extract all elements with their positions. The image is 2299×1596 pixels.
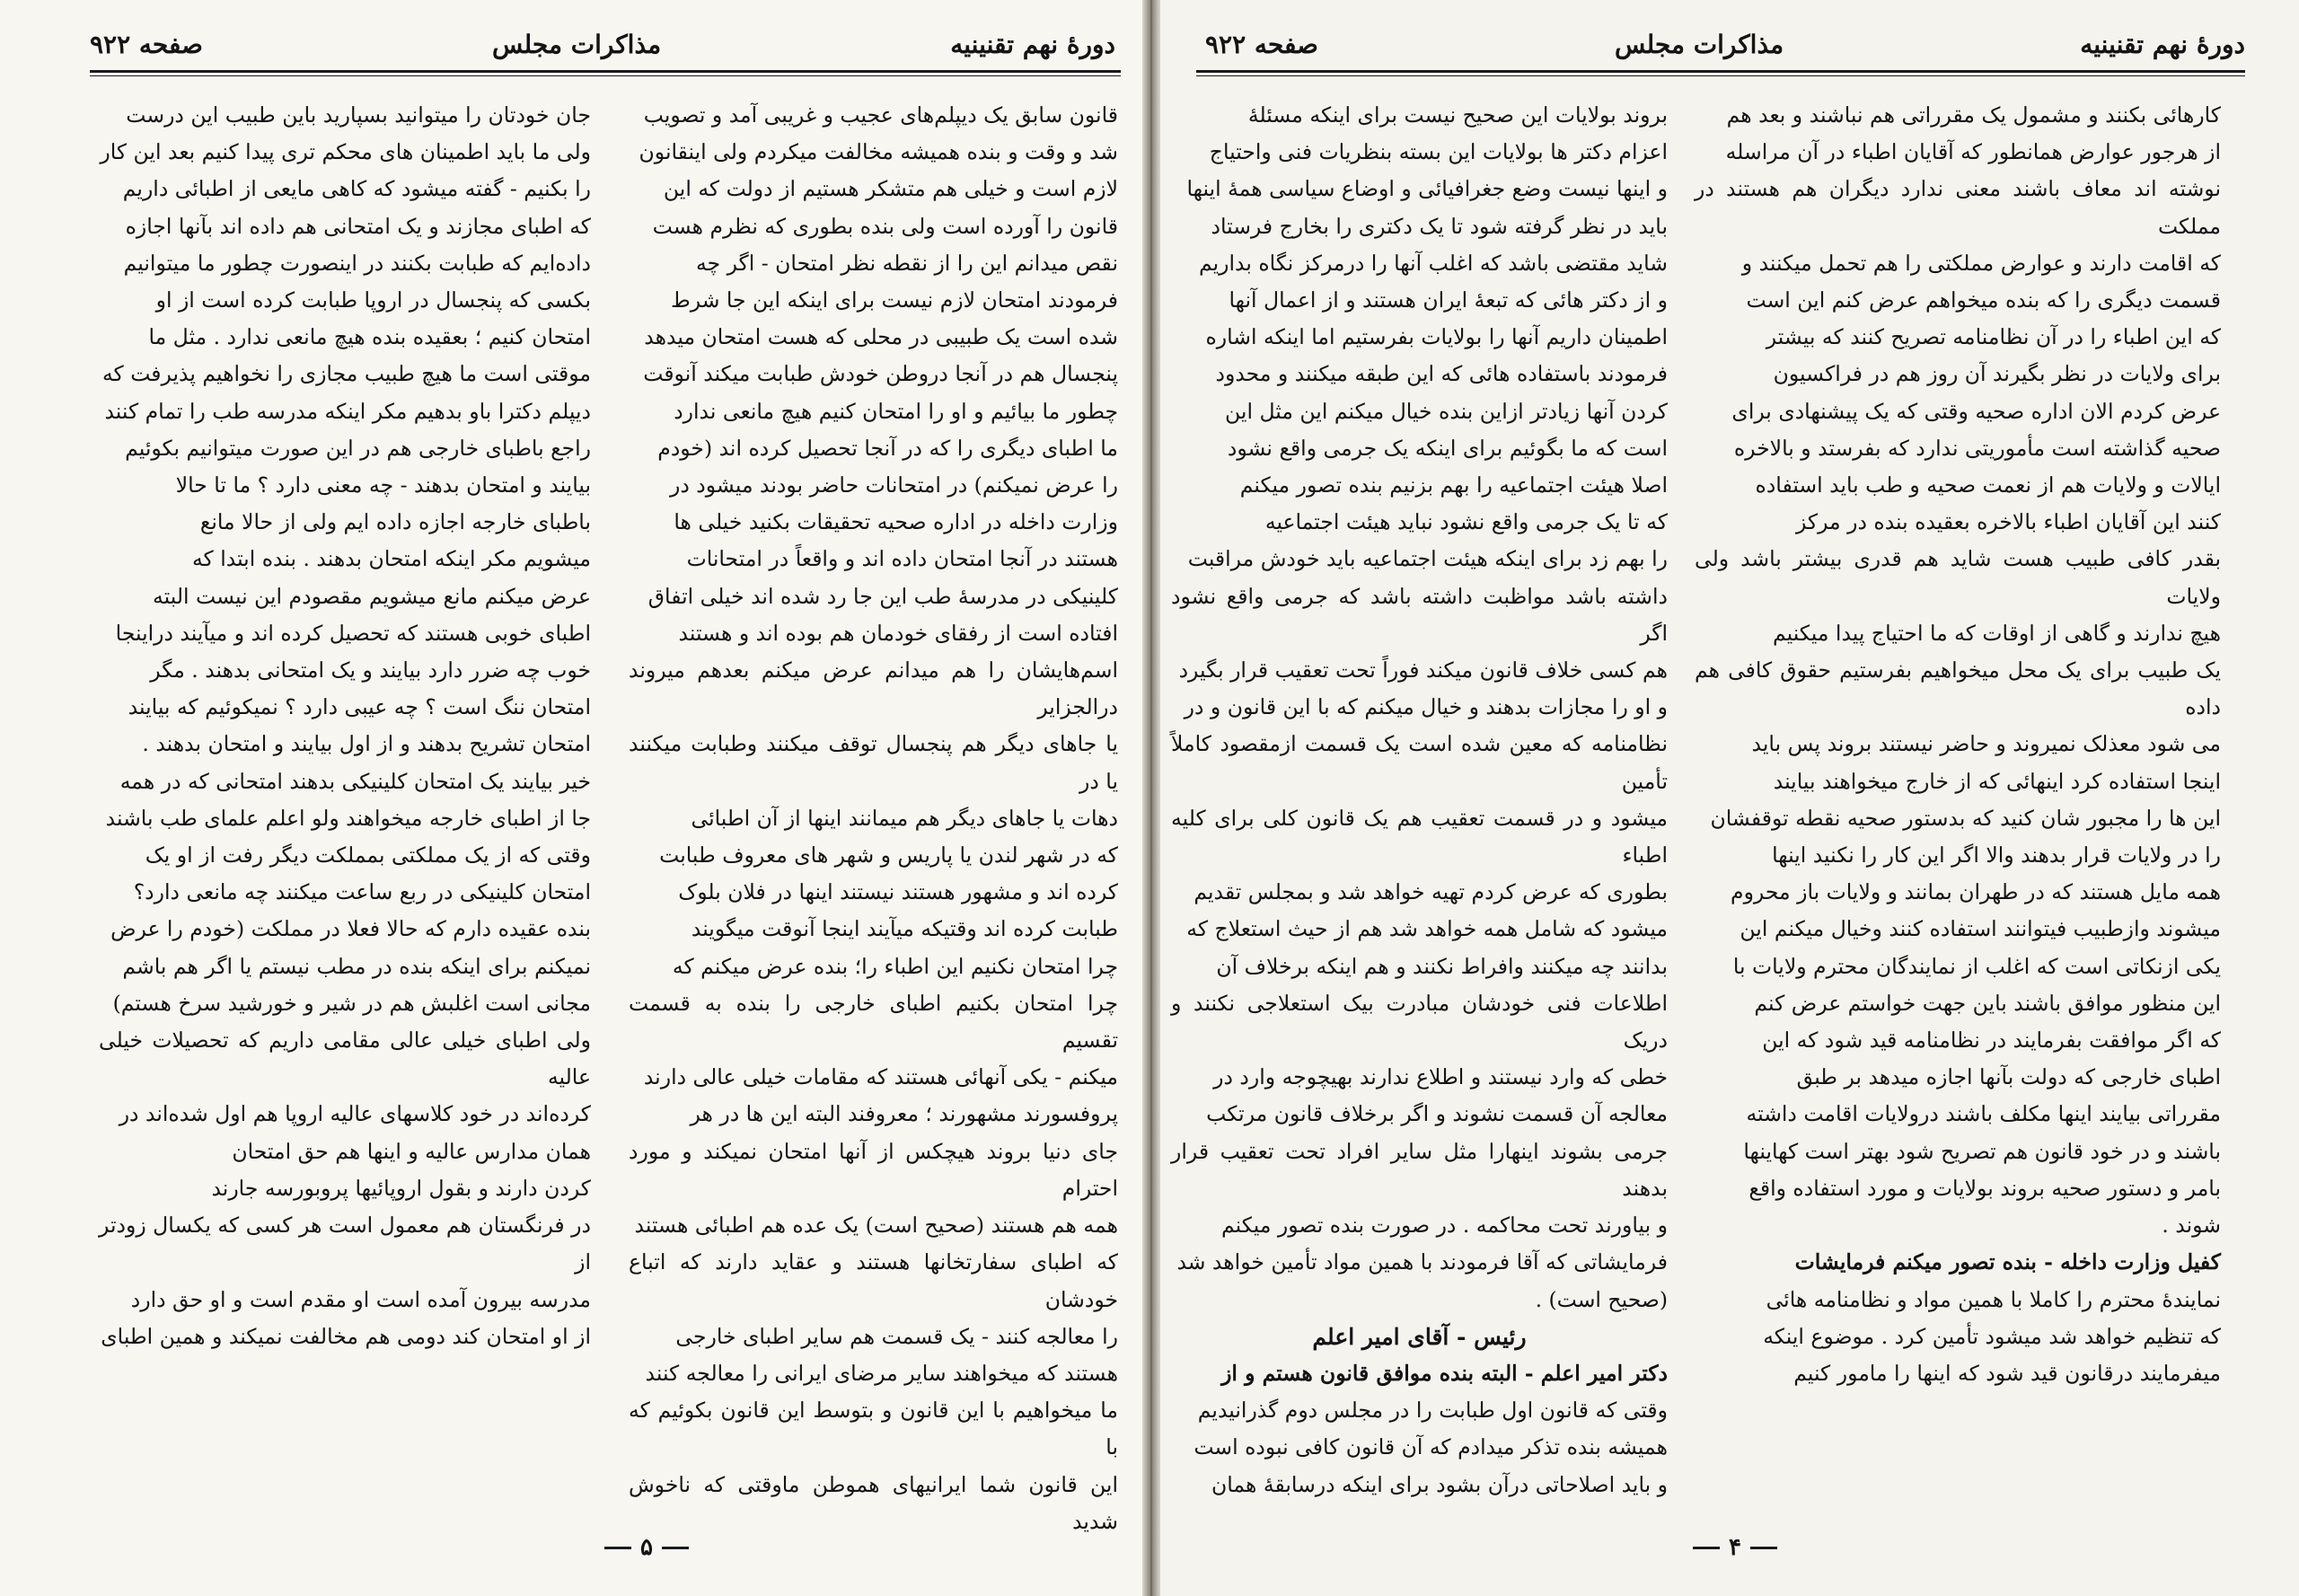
text-line: از هرجور عوارض همانطور که آقایان اطباء در آن مراسله bbox=[1725, 139, 2221, 165]
text-line: هستند که میخواهند سایر مرضای ایرانی را معالجه کنند bbox=[645, 1360, 1118, 1386]
text-line: می شود معذلک نمیروند و حاضر نیستند بروند پس باید bbox=[1751, 731, 2221, 757]
text-line: کردن دارند و بقول اروپائیها پروبورسه جارند bbox=[211, 1175, 591, 1201]
text-line: برای ولایات در نظر بگیرند آن روز هم در فراکسیون bbox=[1773, 361, 2221, 387]
page-footer-number: ۴ bbox=[1729, 1534, 1741, 1561]
publication-title: مذاکرات مجلس bbox=[1614, 29, 1784, 59]
page-gutter bbox=[1142, 0, 1160, 1596]
page-footer-number: ۵ bbox=[640, 1534, 653, 1561]
text-line: یا جاهای دیگر هم پنجسال توقف میکنند وطبابت میکنند یا در bbox=[629, 731, 1118, 794]
text-line: قانون سابق یک دیپلم‌های عجیب و غریبی آمد و تصویب bbox=[643, 102, 1118, 128]
text-line: میشوند وازطبیب فیتوانند استفاده کنند وخیال میکنم این bbox=[1740, 916, 2221, 942]
text-line: در فرنگستان هم معمول است هر کسی که یکسال زودتر از bbox=[99, 1212, 591, 1275]
text-line: کرده اند و مشهور هستند نیستند اینها در فلان بلوک bbox=[678, 879, 1118, 905]
text-line: امتحان کنیم ؛ بعقیده بنده هیچ مانعی ندارد . مثل ما bbox=[148, 324, 591, 350]
text-line: مجانی است اغلبش هم در شیر و خورشید سرخ هستم) bbox=[112, 990, 591, 1016]
footer-dash bbox=[1750, 1547, 1777, 1549]
text-line: که اقامت دارند و عوارض مملکتی را هم تحمل میکنند و bbox=[1741, 250, 2221, 276]
text-line: بکسی که پنجسال در اروپا طبابت کرده است از او bbox=[155, 287, 591, 313]
text-line: معالجه آن قسمت نشوند و اگر برخلاف قانون مرتکب bbox=[1206, 1101, 1668, 1127]
text-line: و از دکتر هائی که تبعهٔ ایران هستند و از اعمال آنها bbox=[1229, 287, 1668, 313]
text-line: شده است یک طبیبی در محلی که هست امتحان میدهد bbox=[644, 324, 1118, 350]
text-line: وقتی که از یک مملکتی بمملکت دیگر رفت از او یک bbox=[145, 842, 591, 869]
text-line: چرا امتحان بکنیم اطبای خارجی را بنده به قسمت تقسیم bbox=[629, 990, 1118, 1054]
text-line: همه مایل هستند که در طهران بمانند و ولایات باز محروم bbox=[1731, 879, 2221, 905]
text-line: بنده عقیده دارم که حالا فعلا در مملکت (خودم را عرض bbox=[110, 916, 591, 942]
text-line: راجع باطبای خارجی هم در این صورت میتوانیم بکوئیم bbox=[125, 435, 591, 461]
text-line: صحیه گذاشته است مأموریتی ندارد که بفرستد و بالاخره bbox=[1733, 435, 2221, 461]
text-line: همیشه بنده تذکر میدادم که آن قانون کافی نبوده است bbox=[1194, 1434, 1668, 1460]
text-line: اسم‌هایشان را هم میدانم عرض میکنم بعدهم میروند درالجزایر bbox=[629, 657, 1118, 720]
text-line: امتحان کلینیکی در ربع ساعت میکنند چه مانعی دارد؟ bbox=[133, 879, 591, 905]
text-line: باطبای خارجه اجازه داده ایم ولی از حالا مانع bbox=[199, 509, 591, 535]
text-line: بروند بولایات این صحیح نیست برای اینکه مسئلهٔ bbox=[1247, 102, 1668, 128]
text-line: موقتی است ما هیچ طبیب مجازی را نخواهیم پذیرفت که bbox=[101, 361, 591, 387]
text-line: بامر و دستور صحیه بروند بولایات و مورد استفاده واقع bbox=[1748, 1175, 2221, 1201]
text-line: را بکنیم - گفته میشود که کاهی مایعی از اطبائی داریم bbox=[122, 176, 591, 202]
text-line: را عرض نمیکنم) در امتحانات حاضر بودند میشود در bbox=[670, 472, 1118, 498]
text-line: پروفسورند مشهورند ؛ معروفند البته این ها در هر bbox=[690, 1101, 1118, 1127]
text-line: هستند در آنجا امتحان داده اند و واقعاً در امتحانات bbox=[686, 546, 1118, 572]
text-line: کرده‌اند در خود کلاسهای عالیه اروپا هم اول شده‌اند در bbox=[119, 1101, 591, 1127]
text-line: چرا امتحان نکنیم این اطباء را؛ بنده عرض میکنم که bbox=[672, 953, 1118, 979]
speaker-line: کفیل وزارت داخله - بنده تصور میکنم فرمایشات bbox=[1794, 1249, 2221, 1275]
text-line: قانون را آورده است ولی بنده بطوری که نظرم هست bbox=[652, 213, 1118, 239]
text-line: بقدر کافی طبیب هست شاید هم قدری بیشتر باشد ولی ولایات bbox=[1695, 546, 2221, 609]
text-line: پنجسال هم در آنجا دروطن خودش طبابت میکند آنوقت bbox=[643, 361, 1118, 387]
text-line: همه هم هستند (صحیح است) یک عده هم اطبائی هستند bbox=[634, 1212, 1118, 1239]
text-line: هم کسی خلاف قانون میکند فوراً تحت تعقیب قرار بگیرد bbox=[1178, 657, 1668, 683]
text-line: مقرراتی بیایند اینها مکلف باشند درولایات اقامت داشته bbox=[1746, 1101, 2221, 1127]
session-label: دورهٔ نهم تقنینیه bbox=[2080, 29, 2245, 59]
text-line: شوند . bbox=[2162, 1212, 2221, 1239]
text-line: جرمی بشوند اینهارا مثل سایر افراد تحت تعقیب قرار بدهند bbox=[1171, 1138, 1668, 1201]
text-line: همان مدارس عالیه و اینها هم حق امتحان bbox=[232, 1138, 591, 1164]
text-line: اطبای خارجی که دولت بآنها اجازه میدهد بر طبق bbox=[1796, 1064, 2221, 1090]
text-line: خطی که وارد نیستند و اطلاع ندارند بهیچوجه وارد در bbox=[1213, 1064, 1668, 1090]
text-line: بیایند و امتحان بدهند - چه معنی دارد ؟ ما تا حالا bbox=[175, 472, 591, 498]
header-rule bbox=[90, 70, 1121, 76]
text-line: اصلا هیئت اجتماعیه را بهم بزنیم بنده تصور میکنم bbox=[1239, 472, 1668, 498]
text-line: خیر بیایند یک امتحان کلینیکی بدهند امتحانی که در همه bbox=[119, 768, 591, 794]
text-line: یک طبیب برای یک محل میخواهیم بفرستیم حقوق کافی هم داده bbox=[1695, 657, 2221, 720]
text-line: میکنم - یکی آنهائی هستند که مقامات خیلی عالی دارند bbox=[643, 1064, 1118, 1090]
text-line: خوب چه ضرر دارد بیایند و یک امتحانی بدهند . مگر bbox=[150, 657, 591, 683]
text-line: میفرمایند درقانون قید شود که اینها را مامور کنیم bbox=[1793, 1360, 2221, 1386]
text-line: بدانند چه میکنند وافراط نکنند و هم اینکه برخلاف آن bbox=[1216, 953, 1668, 979]
text-line: است که ما بگوئیم برای اینکه یک جرمی واقع نشود bbox=[1227, 435, 1668, 461]
text-line: میشود که شامل همه خواهد شد هم از حیث استعلاج که bbox=[1186, 916, 1668, 942]
text-line: جای دنیا بروند هیچکس از آنها امتحان نمیکند و مورد احترام bbox=[629, 1138, 1118, 1201]
text-line: کنند این آقایان اطباء بالاخره بعقیده بنده در مرکز bbox=[1795, 509, 2221, 535]
footer-dash bbox=[662, 1547, 689, 1549]
text-line: اطمینان داریم آنها را بولایات بفرستیم اما اینکه اشاره bbox=[1205, 324, 1668, 350]
text-line: مدرسه بیرون آمده است او مقدم است و او حق دارد bbox=[130, 1286, 591, 1312]
text-line: و باید اصلاحاتی درآن بشود برای اینکه درسابقهٔ همان bbox=[1211, 1471, 1668, 1497]
text-line: نقص میدانم این را از نقطه نظر امتحان - اگر چه bbox=[696, 250, 1118, 276]
text-line: اطلاعات فنی خودشان مبادرت بیک استعلاجی نکنند و دریک bbox=[1171, 990, 1668, 1054]
text-line: لازم است و خیلی هم متشکر هستیم از دولت که این bbox=[663, 176, 1118, 202]
text-line: از او امتحان کند دومی هم مخالفت نمیکند و همین اطبای bbox=[101, 1323, 591, 1349]
text-line: عرض کردم الان اداره صحیه وقتی که یک پیشنهادی برای bbox=[1731, 398, 2221, 424]
text-line: ولی ما باید اطمینان های محکم تری پیدا کنیم بعد این کار bbox=[100, 139, 591, 165]
text-line: عرض میکنم مانع میشویم مقصودم این نیست البته bbox=[153, 583, 591, 609]
text-line: ولی اطبای خیلی عالی مقامی داریم که تحصیلات خیلی عالیه bbox=[99, 1027, 591, 1090]
text-line: چطور ما بیائیم و او را امتحان کنیم هیچ مانعی ندارد bbox=[674, 398, 1118, 424]
text-line: که تنظیم خواهد شد میشود تأمین کرد . موضوع اینکه bbox=[1763, 1323, 2221, 1349]
text-line: میشود و در قسمت تعقیب هم یک قانون کلی برای کلیه اطباء bbox=[1171, 805, 1668, 869]
text-line: فرمایشاتی که آقا فرمودند با همین مواد تأمین خواهد شد bbox=[1176, 1249, 1668, 1275]
text-line: که تا یک جرمی واقع نشود نباید هیئت اجتماعیه bbox=[1264, 509, 1668, 535]
text-line: نوشته اند معاف باشند معنی ندارد دیگران هم هستند در مملکت bbox=[1695, 176, 2221, 239]
page-number-label: صفحه ۹۲۲ bbox=[1205, 29, 1318, 59]
text-line: نمایندهٔ محترم را کاملا با همین مواد و نظامنامه هائی bbox=[1766, 1286, 2221, 1312]
text-line: این منظور موافق باشند باین جهت خواستم عرض کنم bbox=[1754, 990, 2221, 1016]
text-line: که اگر موافقت بفرمایند در نظامنامه قید شود که این bbox=[1762, 1027, 2221, 1054]
text-line: افتاده است از رفقای خودمان هم بوده اند و هستند bbox=[678, 620, 1118, 646]
text-line: این قانون شما ایرانیهای هموطن ماوقتی که ناخوش شدید bbox=[629, 1471, 1118, 1534]
text-line: نظامنامه که معین شده است یک قسمت ازمقصود کاملاً تأمین bbox=[1171, 731, 1668, 794]
text-line: فرمودند امتحان لازم نیست برای اینکه این جا شرط bbox=[671, 287, 1118, 313]
text-line: و اینها نیست وضع جغرافیائی و اوضاع سیاسی همهٔ اینها bbox=[1186, 176, 1668, 202]
text-line: اطبای خوبی هستند که تحصیل کرده اند و میآیند دراینجا bbox=[115, 620, 591, 646]
text-line: که این اطباء را در آن نظامنامه تصریح کنند که بیشتر bbox=[1766, 324, 2221, 350]
text-line: اینجا استفاده کرد اینهائی که از خارج میخواهند بیایند bbox=[1773, 768, 2221, 794]
text-line: جا از اطبای خارجه میخواهند ولو اعلم علمای طب باشند bbox=[105, 805, 591, 831]
text-line: قسمت دیگری را که بنده میخواهم عرض کنم این است bbox=[1746, 287, 2221, 313]
footer-dash bbox=[1693, 1547, 1720, 1549]
text-line: ما اطبای دیگری را که در آنجا تحصیل کرده اند (خودم bbox=[657, 435, 1118, 461]
text-line: نمیکنم برای اینکه بنده در مطب نیستم یا اگر هم باشم bbox=[122, 953, 591, 979]
speaker-heading: رئیس - آقای امیر اعلم bbox=[1312, 1323, 1527, 1350]
text-line: اعزام دکتر ها بولایات این بسته بنظریات فنی واحتیاج bbox=[1209, 139, 1668, 165]
text-line: را معالجه کنند - یک قسمت هم سایر اطبای خارجی bbox=[675, 1323, 1118, 1349]
text-line: که در شهر لندن یا پاریس و شهر های معروف طبابت bbox=[659, 842, 1118, 869]
text-line: ایالات و ولایات هم از نعمت صحیه و طب باید استفاده bbox=[1755, 472, 2221, 498]
text-line: طبابت کرده اند وقتیکه میآیند اینجا آنوقت میگویند bbox=[691, 916, 1118, 942]
text-line: که اطبای مجازند و یک امتحانی هم داده اند بآنها اجازه bbox=[125, 213, 591, 239]
text-line: شد و وقت و بنده همیشه مخالفت میکردم ولی اینقانون bbox=[639, 139, 1118, 165]
footer-dash bbox=[604, 1547, 631, 1549]
text-line: امتحان تشریح بدهند و از اول بیایند و امتحان بدهند . bbox=[142, 731, 591, 757]
left-page-header bbox=[90, 23, 1115, 65]
publication-title: مذاکرات مجلس bbox=[491, 29, 662, 59]
right-page-header bbox=[1205, 23, 2245, 65]
right-page-footer bbox=[1663, 1531, 1807, 1564]
text-line: و بیاورند تحت محاکمه . در صورت بنده تصور میکنم bbox=[1221, 1212, 1668, 1239]
text-line: داشته باشد مواظبت داشته باشد که جرمی واقع نشود اگر bbox=[1171, 583, 1668, 646]
page-number-label: صفحه ۹۲۲ bbox=[90, 29, 203, 59]
text-line: دهات یا جاهای دیگر هم میمانند اینها از آن اطبائی bbox=[691, 805, 1118, 831]
text-line: کردن آنها زیادتر ازاین بنده خیال میکنم این مثل این bbox=[1225, 398, 1668, 424]
text-line: میشویم مکر اینکه امتحان بدهند . بنده ابتدا که bbox=[191, 546, 591, 572]
text-line: را در ولایات قرار بدهند والا اگر این کار را نکنید اینها bbox=[1772, 842, 2221, 869]
right-page-right-column bbox=[1695, 97, 2221, 1498]
right-page-left-column bbox=[1171, 97, 1668, 1498]
left-page-right-column bbox=[629, 97, 1118, 1534]
text-line: که اطبای سفارتخانها هستند و عقاید دارند که اتباع خودشان bbox=[629, 1249, 1118, 1312]
text-line: بطوری که عرض کردم تهیه خواهد شد و بمجلس تقدیم bbox=[1194, 879, 1668, 905]
text-line: را بهم زد برای اینکه هیئت اجتماعیه باید خودش مراقبت bbox=[1187, 546, 1668, 572]
left-page-left-column bbox=[99, 97, 591, 1498]
text-line: امتحان ننگ است ؟ چه عیبی دارد ؟ نمیکوئیم که بیایند bbox=[128, 694, 591, 720]
text-line: هیچ ندارند و گاهی از اوقات که ما احتیاج پیدا میکنیم bbox=[1772, 620, 2221, 646]
text-line: وقتی که قانون اول طبابت را در مجلس دوم گذرانیدیم bbox=[1197, 1398, 1668, 1424]
text-line: دیپلم دکترا باو بدهیم مکر اینکه مدرسه طب را تمام کنند bbox=[104, 398, 591, 424]
header-rule bbox=[1196, 70, 2245, 76]
text-line: وزارت داخله در اداره صحیه تحقیقات بکنید خیلی ها bbox=[674, 509, 1118, 535]
text-line: شاید مقتضی باشد که اغلب آنها را درمرکز نگاه بداریم bbox=[1198, 250, 1668, 276]
text-line: داده‌ایم که طبابت بکنند در اینصورت چطور ما میتوانیم bbox=[123, 250, 591, 276]
text-line: باید در نظر گرفته شود تا یک دکتری را بخارج فرستاد bbox=[1211, 213, 1668, 239]
text-line: ما میخواهیم با این قانون و بتوسط این قانون بکوئیم که با bbox=[629, 1398, 1118, 1460]
text-line: (صحیح است) . bbox=[1535, 1286, 1668, 1312]
text-line: جان خودتان را میتوانید بسپارید باین طبیب این درست bbox=[126, 102, 591, 128]
text-line: فرمودند باستفاده هائی که این طبقه میکنند و محدود bbox=[1215, 361, 1668, 387]
text-line: کلینیکی در مدرسهٔ طب این جا رد شده اند خیلی اتفاق bbox=[647, 583, 1118, 609]
speaker-line: دکتر امیر اعلم - البته بنده موافق قانون هستم و از bbox=[1221, 1360, 1668, 1386]
text-line: باشند و در خود قانون هم تصریح شود بهتر است کهاینها bbox=[1743, 1138, 2221, 1164]
right-page bbox=[1151, 0, 2299, 1596]
session-label: دورهٔ نهم تقنینیه bbox=[950, 29, 1115, 59]
text-line: کارهائی بکنند و مشمول یک مقرراتی هم نباشند و بعد هم bbox=[1726, 102, 2221, 128]
text-line: این ها را مجبور شان کنید که بدستور صحیه نقطه توقفشان bbox=[1710, 805, 2221, 831]
left-page-footer bbox=[575, 1531, 718, 1564]
text-line: یکی ازنکاتی است که اغلب از نمایندگان محترم ولایات با bbox=[1732, 953, 2221, 979]
text-line: و او را مجازات بدهند و خیال میکنم که با این قانون و در bbox=[1184, 694, 1668, 720]
